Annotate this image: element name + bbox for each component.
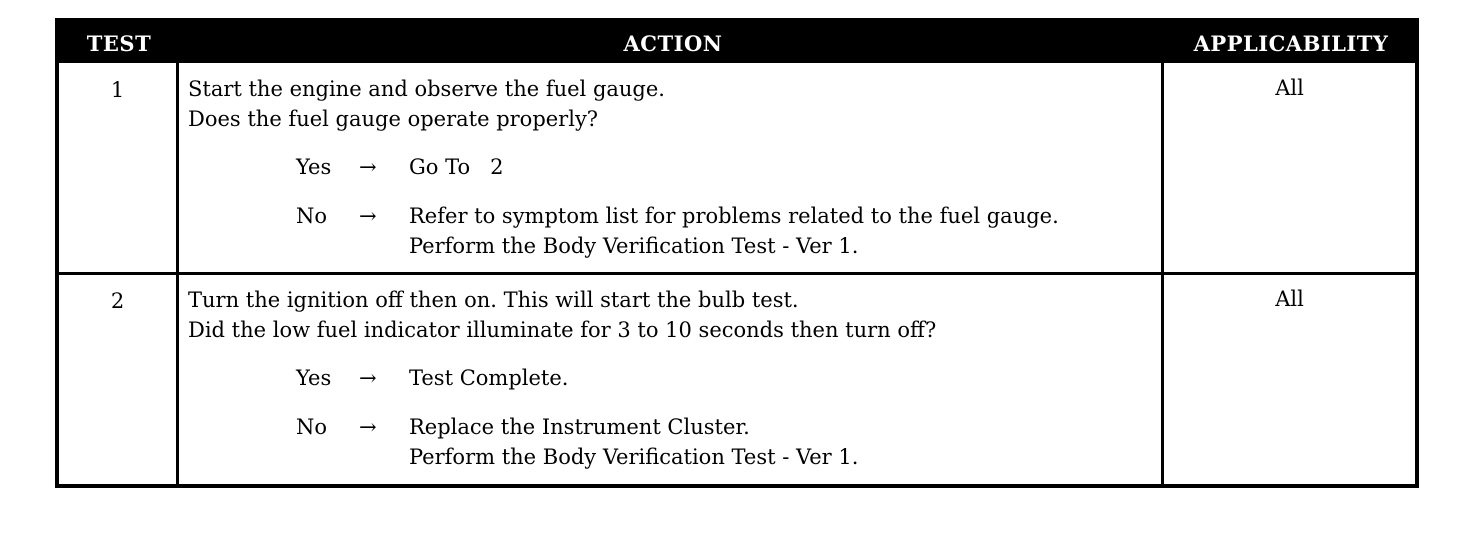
- answer-line: Perform the Body Verification Test - Ver 1.: [409, 445, 859, 469]
- question-line: Start the engine and observe the fuel gauge.: [188, 77, 665, 101]
- header-applicability: APPLICABILITY: [1193, 31, 1389, 56]
- table-header: [59, 22, 1415, 63]
- right-arrow-icon: →: [359, 415, 377, 439]
- answer-text: [409, 201, 1059, 261]
- test-number: 1: [110, 78, 125, 102]
- answer-label: Yes: [296, 155, 332, 179]
- right-arrow-icon: →: [359, 366, 377, 390]
- applicability-cell: All: [1275, 287, 1304, 311]
- answer-line: Go To 2: [409, 155, 504, 179]
- diagnostic-table: [55, 18, 1419, 488]
- answer-yes: [188, 363, 1148, 393]
- right-arrow-icon: →: [359, 155, 377, 179]
- table-row: [59, 272, 1415, 484]
- header-action: ACTION: [623, 31, 723, 56]
- applicability-cell: All: [1275, 76, 1304, 100]
- question-line: Did the low fuel indicator illuminate for 3 to 10 seconds then turn off?: [188, 318, 937, 342]
- answer-text: [409, 363, 568, 393]
- answer-no: [188, 201, 1148, 261]
- answer-no: [188, 412, 1148, 472]
- answer-line: Refer to symptom list for problems related to the fuel gauge.: [409, 204, 1059, 228]
- answer-label: Yes: [296, 366, 332, 390]
- answer-text: [409, 152, 504, 182]
- question-line: Does the fuel gauge operate properly?: [188, 107, 599, 131]
- table-row: [59, 63, 1415, 272]
- answer-line: Replace the Instrument Cluster.: [409, 415, 750, 439]
- test-number: 2: [110, 289, 125, 313]
- answer-list: [188, 363, 1148, 472]
- action-cell: [188, 285, 1148, 472]
- header-test: TEST: [86, 31, 152, 56]
- action-cell: [188, 74, 1148, 261]
- answer-line: Test Complete.: [409, 366, 569, 390]
- question-line: Turn the ignition off then on. This will start the bulb test.: [188, 288, 799, 312]
- answer-line: Perform the Body Verification Test - Ver 1.: [409, 234, 859, 258]
- answer-label: No: [296, 415, 328, 439]
- answer-yes: [188, 152, 1148, 182]
- answer-text: [409, 412, 858, 472]
- answer-list: [188, 152, 1148, 261]
- right-arrow-icon: →: [359, 204, 377, 228]
- answer-label: No: [296, 204, 328, 228]
